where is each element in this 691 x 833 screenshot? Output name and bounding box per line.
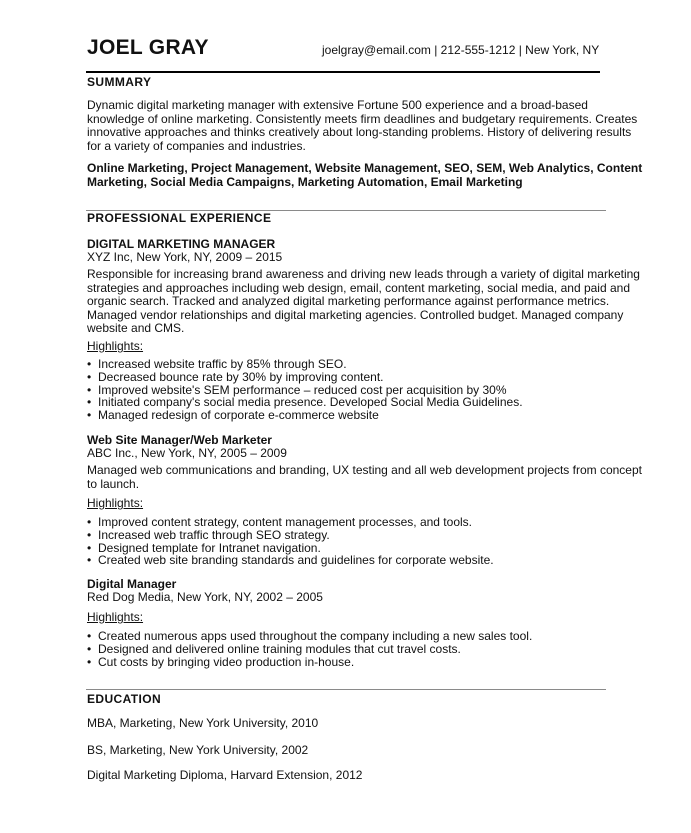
job-description-line: strategies and approaches including web design, email, content marketing, social media, and paid and <box>87 280 630 295</box>
list-item: • Created web site branding standards and guidelines for corporate website. <box>87 554 494 567</box>
highlights-label: Highlights: <box>87 496 144 510</box>
experience-heading: PROFESSIONAL EXPERIENCE <box>87 211 272 225</box>
candidate-name: JOEL GRAY <box>87 36 209 59</box>
education-entry: BS, Marketing, New York University, 2002 <box>87 743 309 757</box>
job-description-line: organic search. Tracked and analyzed digital marketing performance against performance metrics. <box>87 294 610 309</box>
highlights-list <box>87 516 494 567</box>
summary-line: knowledge of online marketing. Consistently meets firm deadlines and budgetary requirements. Creates <box>87 111 638 126</box>
summary-heading: SUMMARY <box>87 75 152 89</box>
job-description <box>87 267 640 336</box>
education-divider <box>86 689 606 690</box>
highlights-list <box>87 630 532 668</box>
highlights-label: Highlights: <box>87 610 144 624</box>
job-description-line: Managed web communications and branding, UX testing and all web development projects from concept <box>87 463 642 477</box>
list-item: • Increased web traffic through SEO strategy. <box>87 529 494 542</box>
skills-list <box>87 161 643 189</box>
job-title: Web Site Manager/Web Marketer <box>87 433 272 447</box>
summary-line: Dynamic digital marketing manager with extensive Fortune 500 experience and a broad-based <box>87 98 588 112</box>
list-item: • Created numerous apps used throughout the company including a new sales tool. <box>87 630 532 643</box>
job-description-line: website and CMS. <box>87 321 185 336</box>
job-description-line: to launch. <box>87 476 140 491</box>
job-description-line: Responsible for increasing brand awareness and driving new leads through a variety of digital marketing <box>87 267 640 281</box>
contact-info: joelgray@email.com | 212-555-1212 | New York, NY <box>322 43 600 57</box>
list-item: • Cut costs by bringing video production in-house. <box>87 656 532 669</box>
education-entry: MBA, Marketing, New York University, 2010 <box>87 716 319 730</box>
list-item: • Designed template for Intranet navigation. <box>87 542 494 555</box>
summary-line: innovative approaches and thinks creatively about long-standing problems. History of delivering results <box>87 125 632 140</box>
list-item: • Initiated company's social media presence. Developed Social Media Guidelines. <box>87 396 523 409</box>
list-item: • Decreased bounce rate by 30% by improving content. <box>87 371 523 384</box>
job-company: XYZ Inc, New York, NY, 2009 – 2015 <box>87 250 283 264</box>
list-item: • Improved content strategy, content management processes, and tools. <box>87 516 494 529</box>
job-title: Digital Manager <box>87 577 177 591</box>
job-description-line: Managed vendor relationships and digital marketing agencies. Controlled budget. Managed company <box>87 307 624 322</box>
education-entry: Digital Marketing Diploma, Harvard Extension, 2012 <box>87 768 363 782</box>
list-item: • Improved website's SEM performance – reduced cost per acquisition by 30% <box>87 384 523 397</box>
job-title: DIGITAL MARKETING MANAGER <box>87 237 276 251</box>
summary-line: for a variety of companies and industries. <box>87 138 306 153</box>
skills-line: Online Marketing, Project Management, Website Management, SEO, SEM, Web Analytics, Content <box>87 161 643 175</box>
job-description <box>87 463 642 491</box>
highlights-list <box>87 358 523 422</box>
education-heading: EDUCATION <box>87 692 162 706</box>
header-divider <box>86 71 600 73</box>
job-company: Red Dog Media, New York, NY, 2002 – 2005 <box>87 590 323 604</box>
highlights-label: Highlights: <box>87 339 144 353</box>
list-item: • Managed redesign of corporate e-commerce website <box>87 409 523 422</box>
job-company: ABC Inc., New York, NY, 2005 – 2009 <box>87 446 287 460</box>
list-item: • Designed and delivered online training modules that cut travel costs. <box>87 643 532 656</box>
summary-paragraph <box>87 98 638 153</box>
skills-line: Marketing, Social Media Campaigns, Marketing Automation, Email Marketing <box>87 174 523 189</box>
list-item: • Increased website traffic by 85% through SEO. <box>87 358 523 371</box>
